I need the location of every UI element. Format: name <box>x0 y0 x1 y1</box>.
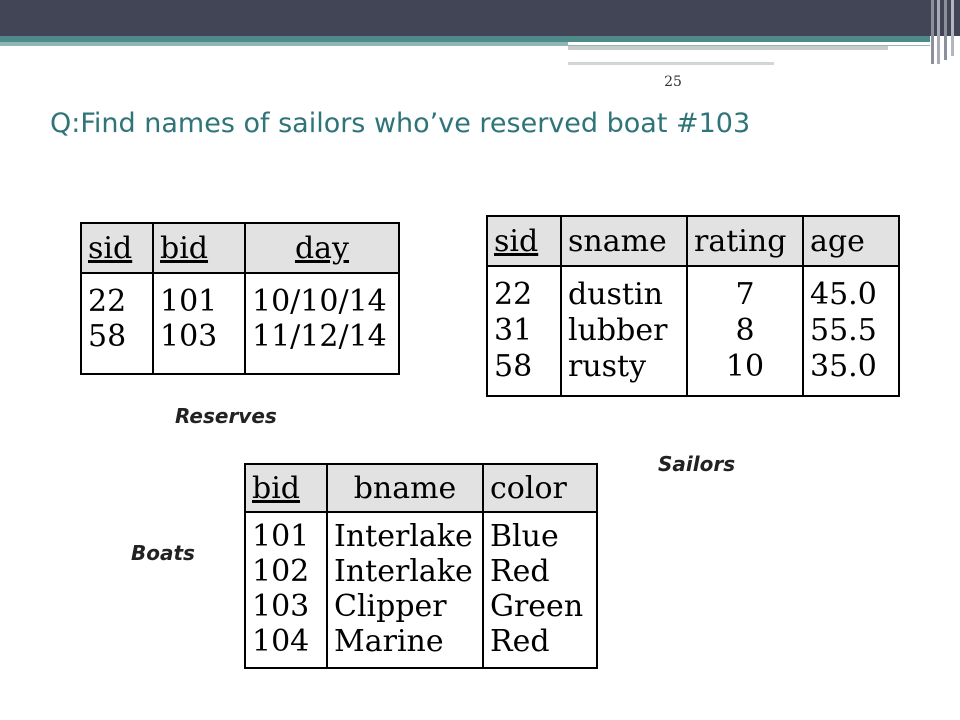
table-cell: dustin <box>561 266 687 313</box>
page-number: 25 <box>664 74 682 90</box>
table-cell: Interlake <box>327 554 483 589</box>
table-cell: Red <box>483 554 597 589</box>
header-divider-white <box>568 42 930 45</box>
boats-table <box>244 463 598 669</box>
table-cell: 103 <box>153 319 245 374</box>
table-cell: 31 <box>487 313 561 349</box>
table-row <box>487 313 899 349</box>
table-cell: Clipper <box>327 589 483 624</box>
table-row <box>487 266 899 313</box>
column-header-sid: sid <box>81 223 153 273</box>
column-header-age: age <box>803 216 899 266</box>
table-cell: 104 <box>245 624 327 668</box>
header-divider-short <box>568 62 774 65</box>
table-row <box>245 624 597 668</box>
table-cell: lubber <box>561 313 687 349</box>
table-header-row <box>245 464 597 512</box>
table-row <box>245 512 597 554</box>
column-header-bid: bid <box>153 223 245 273</box>
corner-line <box>944 0 947 60</box>
table-cell: Red <box>483 624 597 668</box>
table-cell: 101 <box>245 512 327 554</box>
corner-line <box>951 0 954 56</box>
table-cell: 35.0 <box>803 349 899 396</box>
header-divider-gray <box>568 46 888 50</box>
table-cell: 103 <box>245 589 327 624</box>
table-cell: Green <box>483 589 597 624</box>
table-cell: Interlake <box>327 512 483 554</box>
reserves-table-label: Reserves <box>175 404 277 428</box>
table-cell: 58 <box>81 319 153 374</box>
column-header-bid: bid <box>245 464 327 512</box>
table-cell: 45.0 <box>803 266 899 313</box>
table-cell: rusty <box>561 349 687 396</box>
boats-table-label: Boats <box>131 541 195 565</box>
table-cell: 10 <box>687 349 803 396</box>
table-cell: 7 <box>687 266 803 313</box>
table-cell: 22 <box>487 266 561 313</box>
table-row <box>487 349 899 396</box>
table-row <box>81 273 399 319</box>
table-cell: Marine <box>327 624 483 668</box>
column-header-sid: sid <box>487 216 561 266</box>
column-header-color: color <box>483 464 597 512</box>
table-cell: Blue <box>483 512 597 554</box>
table-cell: 10/10/14 <box>245 273 399 319</box>
sailors-table <box>486 215 900 397</box>
slide-header-bar <box>0 0 960 36</box>
corner-line <box>931 0 934 64</box>
table-cell: 55.5 <box>803 313 899 349</box>
table-cell: 8 <box>687 313 803 349</box>
table-header-row <box>487 216 899 266</box>
table-row <box>81 319 399 374</box>
table-row <box>245 589 597 624</box>
table-cell: 102 <box>245 554 327 589</box>
slide-title: Q:Find names of sailors who’ve reserved boat #103 <box>50 108 751 139</box>
table-row <box>245 554 597 589</box>
table-cell: 22 <box>81 273 153 319</box>
column-header-bname: bname <box>327 464 483 512</box>
table-cell: 58 <box>487 349 561 396</box>
table-cell: 101 <box>153 273 245 319</box>
table-header-row <box>81 223 399 273</box>
column-header-day: day <box>245 223 399 273</box>
reserves-table <box>80 222 400 375</box>
sailors-table-label: Sailors <box>658 452 736 476</box>
column-header-rating: rating <box>687 216 803 266</box>
table-cell: 11/12/14 <box>245 319 399 374</box>
corner-line <box>937 0 940 64</box>
column-header-sname: sname <box>561 216 687 266</box>
